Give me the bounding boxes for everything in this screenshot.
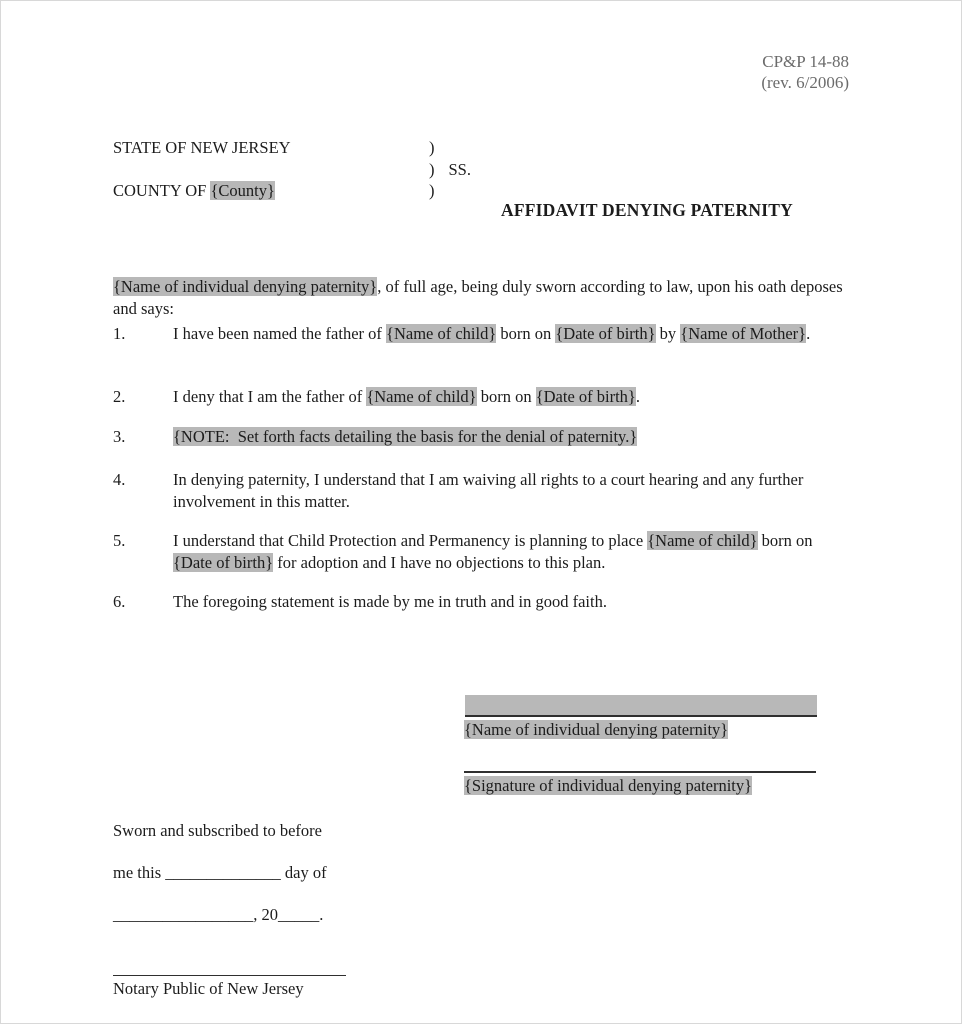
item-number: 4.: [113, 470, 126, 489]
venue-paren-2: ): [429, 159, 435, 179]
fill-in-blank[interactable]: ______________: [165, 863, 281, 882]
numbered-item-4: [113, 469, 849, 513]
fill-in-blank[interactable]: _________________: [113, 905, 254, 924]
item-text: [173, 426, 849, 448]
sworn-statement-line-1: Sworn and subscribed to before: [113, 821, 322, 840]
placeholder-field[interactable]: {Name of Mother}: [680, 324, 807, 343]
placeholder-field[interactable]: {Name of individual denying paternity}: [113, 276, 378, 296]
venue-spacer: [113, 159, 429, 181]
text-segment: I have been named the father of: [173, 324, 387, 343]
item-text: [173, 323, 849, 345]
text-segment: by: [655, 324, 681, 343]
signature-line-label: [464, 775, 752, 797]
fill-in-blank[interactable]: _____: [278, 905, 320, 924]
text-segment: .: [319, 905, 324, 924]
item-number: 1.: [113, 324, 126, 343]
form-id-block: [761, 51, 849, 93]
numbered-item-2: [113, 386, 849, 408]
venue-paren-1: ): [429, 138, 435, 157]
text-segment: .: [806, 324, 811, 343]
county-label: COUNTY OF: [113, 181, 211, 200]
text-segment: In denying paternity, I understand that I am waiving all rights to a court hearing and any further involvement in this matter.: [173, 470, 804, 511]
item-number: 2.: [113, 387, 126, 406]
notary-public-label: Notary Public of New Jersey: [113, 979, 304, 998]
notary-signature-line[interactable]: [113, 958, 346, 976]
text-segment: day of: [280, 863, 327, 882]
intro-paragraph: [113, 276, 854, 320]
text-segment: .: [635, 387, 640, 406]
text-segment: , 20: [253, 905, 278, 924]
name-placeholder-field[interactable]: {Name of individual denying paternity}: [464, 720, 729, 739]
numbered-item-6: [113, 591, 849, 613]
text-segment: born on: [496, 324, 556, 343]
venue-paren-3: ): [429, 181, 435, 200]
numbered-item-3: [113, 426, 849, 448]
text-segment: The foregoing statement is made by me in truth and in good faith.: [173, 592, 607, 611]
document-title: AFFIDAVIT DENYING PATERNITY: [501, 199, 793, 220]
venue-ss-row: [113, 159, 855, 181]
text-segment: born on: [476, 387, 536, 406]
placeholder-field[interactable]: {Date of birth}: [173, 553, 274, 572]
text-segment: I understand that Child Protection and Permanency is planning to place: [173, 531, 648, 550]
item-number: 3.: [113, 427, 126, 446]
state-label: STATE OF NEW JERSEY: [113, 138, 291, 157]
signature-placeholder-field[interactable]: {Signature of individual denying paternity}: [464, 776, 753, 795]
ss-label: SS.: [448, 159, 471, 179]
text-segment: I deny that I am the father of: [173, 387, 367, 406]
placeholder-field[interactable]: {NOTE: Set forth facts detailing the basis for the denial of paternity.}: [173, 427, 638, 446]
signature-line[interactable]: [464, 754, 816, 773]
text-segment: born on: [757, 531, 813, 550]
item-text: [173, 469, 849, 513]
item-text: [173, 591, 849, 613]
item-number: 5.: [113, 531, 126, 550]
item-text: [173, 386, 849, 408]
numbered-item-1: [113, 323, 849, 345]
form-number: CP&P 14-88: [762, 52, 849, 71]
placeholder-field[interactable]: {Name of child}: [647, 531, 758, 550]
item-text: [173, 530, 849, 574]
sworn-statement-line-2: [113, 862, 327, 884]
sworn-statement-line-3: [113, 904, 323, 926]
text-segment: me this: [113, 863, 166, 882]
county-line: [113, 180, 429, 202]
county-placeholder-field[interactable]: {County}: [210, 181, 275, 200]
numbered-item-5: [113, 530, 849, 574]
name-line-label: [464, 719, 728, 741]
form-revision: (rev. 6/2006): [761, 73, 849, 92]
venue-state-row: [113, 137, 855, 159]
placeholder-field[interactable]: {Date of birth}: [535, 387, 636, 406]
text-segment: , of full age, being duly sworn according to law, upon his oath deposes and says:: [113, 276, 843, 318]
name-entry-highlighted-field[interactable]: [465, 695, 817, 717]
item-number: 6.: [113, 592, 126, 611]
text-segment: for adoption and I have no objections to this plan.: [273, 553, 606, 572]
placeholder-field[interactable]: {Name of child}: [386, 324, 497, 343]
venue-block: [113, 137, 855, 221]
venue-county-row: [113, 180, 855, 202]
placeholder-field[interactable]: {Date of birth}: [555, 324, 656, 343]
placeholder-field[interactable]: {Name of child}: [366, 387, 477, 406]
